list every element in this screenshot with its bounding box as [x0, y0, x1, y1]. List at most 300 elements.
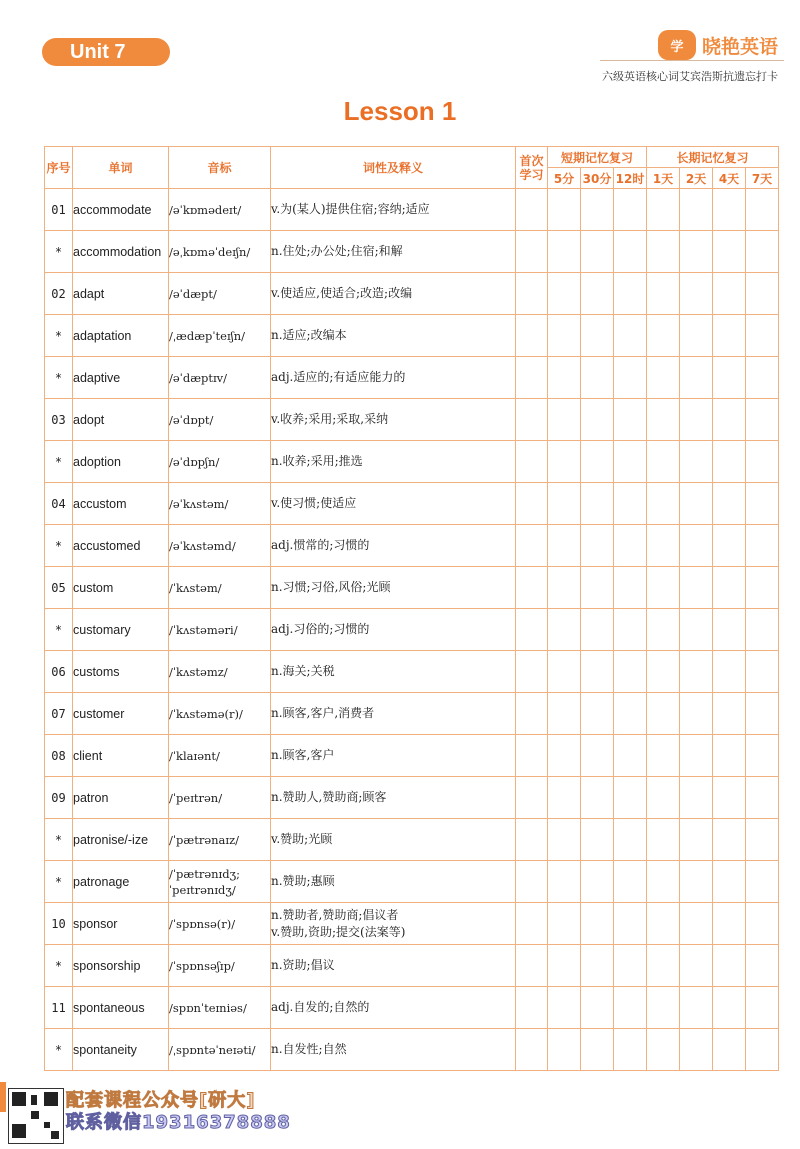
review-checkbox[interactable] [680, 525, 713, 567]
review-checkbox[interactable] [647, 609, 680, 651]
review-checkbox[interactable] [614, 441, 647, 483]
review-checkbox[interactable] [713, 945, 746, 987]
first-study-checkbox[interactable] [516, 861, 548, 903]
review-checkbox[interactable] [581, 987, 614, 1029]
review-checkbox[interactable] [746, 441, 779, 483]
promo-line-2: 联系微信19316378888 [66, 1112, 291, 1133]
header-long-term: 长期记忆复习 [647, 147, 779, 168]
ipa-cell: /əˈkʌstəm/ [169, 483, 271, 525]
row-number: * [45, 441, 73, 483]
review-checkbox[interactable] [680, 567, 713, 609]
table-row [45, 861, 779, 903]
review-checkbox[interactable] [581, 231, 614, 273]
word-cell: accommodation [73, 231, 169, 273]
meaning-cell: n.海关;关税 [271, 651, 516, 693]
review-checkbox[interactable] [746, 189, 779, 231]
table-row [45, 273, 779, 315]
review-checkbox[interactable] [647, 231, 680, 273]
review-checkbox[interactable] [548, 987, 581, 1029]
review-checkbox[interactable] [548, 483, 581, 525]
first-study-checkbox[interactable] [516, 1029, 548, 1071]
ipa-cell: /ˌædæpˈteɪʃn/ [169, 315, 271, 357]
review-checkbox[interactable] [581, 945, 614, 987]
review-checkbox[interactable] [680, 861, 713, 903]
ipa-cell: /əˈdɒpt/ [169, 399, 271, 441]
review-checkbox[interactable] [581, 273, 614, 315]
review-checkbox[interactable] [614, 987, 647, 1029]
review-checkbox[interactable] [713, 1029, 746, 1071]
review-checkbox[interactable] [614, 735, 647, 777]
review-checkbox[interactable] [746, 609, 779, 651]
review-checkbox[interactable] [581, 777, 614, 819]
review-checkbox[interactable] [614, 945, 647, 987]
row-number: 02 [45, 273, 73, 315]
ipa-cell: /əˈdæptɪv/ [169, 357, 271, 399]
first-study-checkbox[interactable] [516, 987, 548, 1029]
first-study-checkbox[interactable] [516, 567, 548, 609]
ipa-cell: /əˈdɒpʃn/ [169, 441, 271, 483]
meaning-cell: n.住处;办公处;住宿;和解 [271, 231, 516, 273]
table-row [45, 399, 779, 441]
row-number: 04 [45, 483, 73, 525]
review-checkbox[interactable] [581, 567, 614, 609]
meaning-cell: v.使适应,使适合;改造;改编 [271, 273, 516, 315]
review-checkbox[interactable] [548, 315, 581, 357]
review-checkbox[interactable] [548, 777, 581, 819]
review-checkbox[interactable] [713, 567, 746, 609]
review-checkbox[interactable] [548, 903, 581, 945]
review-checkbox[interactable] [713, 819, 746, 861]
review-checkbox[interactable] [680, 609, 713, 651]
review-checkbox[interactable] [548, 609, 581, 651]
table-row [45, 903, 779, 945]
review-checkbox[interactable] [746, 987, 779, 1029]
table-row [45, 1029, 779, 1071]
review-checkbox[interactable] [614, 399, 647, 441]
meaning-cell: n.顾客,客户,消费者 [271, 693, 516, 735]
review-checkbox[interactable] [614, 483, 647, 525]
ipa-cell: /əˈkʌstəmd/ [169, 525, 271, 567]
review-checkbox[interactable] [746, 567, 779, 609]
review-checkbox[interactable] [647, 399, 680, 441]
table-row [45, 777, 779, 819]
word-cell: customs [73, 651, 169, 693]
table-row [45, 189, 779, 231]
review-checkbox[interactable] [647, 273, 680, 315]
brand-subtitle: 六级英语核心词艾宾浩斯抗遗忘打卡 [602, 70, 778, 83]
review-checkbox[interactable] [548, 441, 581, 483]
row-number: 01 [45, 189, 73, 231]
row-number: 06 [45, 651, 73, 693]
review-checkbox[interactable] [614, 651, 647, 693]
review-checkbox[interactable] [680, 693, 713, 735]
meaning-cell: n.自发性;自然 [271, 1029, 516, 1071]
first-study-checkbox[interactable] [516, 357, 548, 399]
promo-text [66, 1090, 291, 1134]
review-checkbox[interactable] [746, 735, 779, 777]
word-cell: sponsor [73, 903, 169, 945]
first-study-checkbox[interactable] [516, 903, 548, 945]
meaning-cell: adj.习俗的;习惯的 [271, 609, 516, 651]
review-checkbox[interactable] [713, 315, 746, 357]
review-checkbox[interactable] [614, 567, 647, 609]
row-number: * [45, 609, 73, 651]
review-checkbox[interactable] [713, 735, 746, 777]
review-checkbox[interactable] [680, 903, 713, 945]
review-checkbox[interactable] [581, 735, 614, 777]
ipa-cell: /əˈdæpt/ [169, 273, 271, 315]
meaning-cell: v.使习惯;使适应 [271, 483, 516, 525]
ipa-cell: /ˈspɒnsəʃɪp/ [169, 945, 271, 987]
row-number: 11 [45, 987, 73, 1029]
review-checkbox[interactable] [680, 777, 713, 819]
review-checkbox[interactable] [680, 987, 713, 1029]
header-first-study: 首次学习 [516, 147, 548, 189]
review-checkbox[interactable] [647, 441, 680, 483]
review-checkbox[interactable] [713, 861, 746, 903]
ipa-cell: /ˈkʌstəməri/ [169, 609, 271, 651]
word-cell: adopt [73, 399, 169, 441]
word-cell: adoption [73, 441, 169, 483]
review-checkbox[interactable] [746, 777, 779, 819]
page-edge-strip [0, 1082, 6, 1112]
review-checkbox[interactable] [581, 441, 614, 483]
review-checkbox[interactable] [746, 693, 779, 735]
table-row [45, 693, 779, 735]
ipa-cell: /ˈpætrənɪdʒ; ˈpeɪtrənɪdʒ/ [169, 861, 271, 903]
header-interval: 1天 [647, 168, 680, 189]
ipa-cell: /ˈpeɪtrən/ [169, 777, 271, 819]
header-ipa: 音标 [169, 147, 271, 189]
word-cell: patronise/-ize [73, 819, 169, 861]
word-cell: adapt [73, 273, 169, 315]
word-cell: patronage [73, 861, 169, 903]
row-number: 05 [45, 567, 73, 609]
word-cell: spontaneity [73, 1029, 169, 1071]
review-checkbox[interactable] [746, 231, 779, 273]
header-interval: 2天 [680, 168, 713, 189]
review-checkbox[interactable] [548, 189, 581, 231]
review-checkbox[interactable] [614, 525, 647, 567]
table-row [45, 357, 779, 399]
review-checkbox[interactable] [746, 903, 779, 945]
word-cell: accommodate [73, 189, 169, 231]
review-checkbox[interactable] [746, 861, 779, 903]
first-study-checkbox[interactable] [516, 483, 548, 525]
review-checkbox[interactable] [548, 1029, 581, 1071]
first-study-checkbox[interactable] [516, 525, 548, 567]
review-checkbox[interactable] [680, 1029, 713, 1071]
review-checkbox[interactable] [680, 819, 713, 861]
row-number: * [45, 861, 73, 903]
table-row [45, 315, 779, 357]
review-checkbox[interactable] [713, 525, 746, 567]
review-checkbox[interactable] [548, 693, 581, 735]
review-checkbox[interactable] [614, 1029, 647, 1071]
review-checkbox[interactable] [746, 945, 779, 987]
lesson-title: Lesson 1 [343, 96, 457, 126]
review-checkbox[interactable] [680, 945, 713, 987]
ipa-cell: /ˌspɒntəˈneɪəti/ [169, 1029, 271, 1071]
table-row [45, 819, 779, 861]
header-interval: 5分 [548, 168, 581, 189]
review-checkbox[interactable] [614, 315, 647, 357]
review-checkbox[interactable] [680, 273, 713, 315]
review-checkbox[interactable] [746, 651, 779, 693]
table-row [45, 231, 779, 273]
table-row [45, 567, 779, 609]
review-checkbox[interactable] [746, 483, 779, 525]
meaning-cell: n.适应;改编本 [271, 315, 516, 357]
review-checkbox[interactable] [713, 483, 746, 525]
promo-line-1: 配套课程公众号[研大] [66, 1090, 256, 1111]
review-checkbox[interactable] [614, 693, 647, 735]
brand-logo-icon: 学 [658, 30, 696, 60]
header-interval: 12时 [614, 168, 647, 189]
review-checkbox[interactable] [614, 231, 647, 273]
first-study-checkbox[interactable] [516, 189, 548, 231]
meaning-cell: n.习惯;习俗,风俗;光顾 [271, 567, 516, 609]
review-checkbox[interactable] [680, 483, 713, 525]
first-study-checkbox[interactable] [516, 651, 548, 693]
table-row [45, 987, 779, 1029]
review-checkbox[interactable] [581, 483, 614, 525]
ipa-cell: /spɒnˈteɪniəs/ [169, 987, 271, 1029]
review-checkbox[interactable] [746, 1029, 779, 1071]
ipa-cell: /ˈspɒnsə(r)/ [169, 903, 271, 945]
brand-name: 晓艳英语 [701, 35, 778, 58]
meaning-cell: n.赞助;惠顾 [271, 861, 516, 903]
review-checkbox[interactable] [647, 735, 680, 777]
review-checkbox[interactable] [680, 441, 713, 483]
review-checkbox[interactable] [548, 735, 581, 777]
review-checkbox[interactable] [614, 903, 647, 945]
review-checkbox[interactable] [647, 903, 680, 945]
row-number: 07 [45, 693, 73, 735]
review-checkbox[interactable] [581, 861, 614, 903]
review-checkbox[interactable] [647, 777, 680, 819]
review-checkbox[interactable] [746, 357, 779, 399]
review-checkbox[interactable] [581, 903, 614, 945]
header-short-term: 短期记忆复习 [548, 147, 647, 168]
meaning-cell: n.赞助者,赞助商;倡议者 v.赞助,资助;提交(法案等) [271, 903, 516, 945]
review-checkbox[interactable] [581, 609, 614, 651]
review-checkbox[interactable] [746, 819, 779, 861]
review-checkbox[interactable] [581, 189, 614, 231]
review-checkbox[interactable] [548, 273, 581, 315]
first-study-checkbox[interactable] [516, 735, 548, 777]
header-interval: 7天 [746, 168, 779, 189]
header-interval: 30分 [581, 168, 614, 189]
header-divider [600, 60, 784, 61]
review-checkbox[interactable] [647, 819, 680, 861]
row-number: * [45, 231, 73, 273]
ipa-cell: /əˌkɒməˈdeɪʃn/ [169, 231, 271, 273]
review-checkbox[interactable] [614, 357, 647, 399]
first-study-checkbox[interactable] [516, 609, 548, 651]
first-study-checkbox[interactable] [516, 231, 548, 273]
review-checkbox[interactable] [647, 651, 680, 693]
review-checkbox[interactable] [713, 273, 746, 315]
review-checkbox[interactable] [614, 609, 647, 651]
row-number: 08 [45, 735, 73, 777]
review-checkbox[interactable] [713, 357, 746, 399]
word-cell: accustom [73, 483, 169, 525]
review-checkbox[interactable] [581, 315, 614, 357]
meaning-cell: v.为(某人)提供住宿;容纳;适应 [271, 189, 516, 231]
vocab-table [44, 146, 779, 1071]
table-row [45, 483, 779, 525]
review-checkbox[interactable] [680, 231, 713, 273]
ipa-cell: /ˈpætrənaɪz/ [169, 819, 271, 861]
review-checkbox[interactable] [647, 1029, 680, 1071]
review-checkbox[interactable] [647, 357, 680, 399]
word-cell: adaptive [73, 357, 169, 399]
row-number: 03 [45, 399, 73, 441]
review-checkbox[interactable] [746, 399, 779, 441]
first-study-checkbox[interactable] [516, 399, 548, 441]
word-cell: sponsorship [73, 945, 169, 987]
review-checkbox[interactable] [581, 1029, 614, 1071]
word-cell: adaptation [73, 315, 169, 357]
meaning-cell: adj.自发的;自然的 [271, 987, 516, 1029]
review-checkbox[interactable] [680, 189, 713, 231]
first-study-checkbox[interactable] [516, 777, 548, 819]
review-checkbox[interactable] [647, 483, 680, 525]
review-checkbox[interactable] [680, 735, 713, 777]
review-checkbox[interactable] [581, 651, 614, 693]
unit-label: Unit 7 [42, 38, 170, 66]
word-cell: patron [73, 777, 169, 819]
review-checkbox[interactable] [614, 777, 647, 819]
review-checkbox[interactable] [548, 231, 581, 273]
review-checkbox[interactable] [647, 315, 680, 357]
ipa-cell: /ˈkʌstəmz/ [169, 651, 271, 693]
review-checkbox[interactable] [713, 399, 746, 441]
row-number: * [45, 819, 73, 861]
table-row [45, 525, 779, 567]
header-meaning: 词性及释义 [271, 147, 516, 189]
first-study-checkbox[interactable] [516, 273, 548, 315]
review-checkbox[interactable] [647, 861, 680, 903]
table-row [45, 441, 779, 483]
review-checkbox[interactable] [548, 819, 581, 861]
review-checkbox[interactable] [647, 945, 680, 987]
table-row [45, 609, 779, 651]
meaning-cell: v.收养;采用;采取,采纳 [271, 399, 516, 441]
review-checkbox[interactable] [647, 567, 680, 609]
review-checkbox[interactable] [647, 525, 680, 567]
review-checkbox[interactable] [746, 525, 779, 567]
review-checkbox[interactable] [548, 861, 581, 903]
review-checkbox[interactable] [548, 945, 581, 987]
review-checkbox[interactable] [713, 777, 746, 819]
row-number: * [45, 1029, 73, 1071]
review-checkbox[interactable] [647, 189, 680, 231]
review-checkbox[interactable] [680, 651, 713, 693]
review-checkbox[interactable] [647, 987, 680, 1029]
row-number: 10 [45, 903, 73, 945]
review-checkbox[interactable] [614, 819, 647, 861]
review-checkbox[interactable] [614, 273, 647, 315]
word-cell: spontaneous [73, 987, 169, 1029]
review-checkbox[interactable] [548, 525, 581, 567]
ipa-cell: /ˈkʌstəm/ [169, 567, 271, 609]
review-checkbox[interactable] [548, 567, 581, 609]
qr-code-icon [8, 1088, 64, 1144]
review-checkbox[interactable] [548, 651, 581, 693]
word-cell: custom [73, 567, 169, 609]
row-number: * [45, 945, 73, 987]
review-checkbox[interactable] [680, 315, 713, 357]
word-cell: client [73, 735, 169, 777]
header-word: 单词 [73, 147, 169, 189]
meaning-cell: adj.适应的;有适应能力的 [271, 357, 516, 399]
review-checkbox[interactable] [713, 189, 746, 231]
review-checkbox[interactable] [746, 273, 779, 315]
table-row [45, 945, 779, 987]
first-study-checkbox[interactable] [516, 441, 548, 483]
review-checkbox[interactable] [614, 861, 647, 903]
review-checkbox[interactable] [548, 399, 581, 441]
table-row [45, 651, 779, 693]
row-number: * [45, 525, 73, 567]
first-study-checkbox[interactable] [516, 819, 548, 861]
review-checkbox[interactable] [680, 399, 713, 441]
ipa-cell: /ˈklaɪənt/ [169, 735, 271, 777]
review-checkbox[interactable] [581, 525, 614, 567]
meaning-cell: n.赞助人,赞助商;顾客 [271, 777, 516, 819]
meaning-cell: v.赞助;光顾 [271, 819, 516, 861]
review-checkbox[interactable] [581, 357, 614, 399]
review-checkbox[interactable] [713, 987, 746, 1029]
review-checkbox[interactable] [680, 357, 713, 399]
review-checkbox[interactable] [713, 441, 746, 483]
first-study-checkbox[interactable] [516, 945, 548, 987]
first-study-checkbox[interactable] [516, 693, 548, 735]
row-number: 09 [45, 777, 73, 819]
review-checkbox[interactable] [713, 231, 746, 273]
meaning-cell: n.收养;采用;推选 [271, 441, 516, 483]
meaning-cell: adj.惯常的;习惯的 [271, 525, 516, 567]
word-cell: customer [73, 693, 169, 735]
brand-block [602, 30, 778, 84]
meaning-cell: n.资助;倡议 [271, 945, 516, 987]
ipa-cell: /ˈkʌstəmə(r)/ [169, 693, 271, 735]
ipa-cell: /əˈkɒmədeɪt/ [169, 189, 271, 231]
word-cell: customary [73, 609, 169, 651]
review-checkbox[interactable] [548, 357, 581, 399]
review-checkbox[interactable] [581, 399, 614, 441]
first-study-checkbox[interactable] [516, 315, 548, 357]
header-no: 序号 [45, 147, 73, 189]
review-checkbox[interactable] [713, 693, 746, 735]
review-checkbox[interactable] [581, 693, 614, 735]
table-row [45, 735, 779, 777]
review-checkbox[interactable] [581, 819, 614, 861]
header-interval: 4天 [713, 168, 746, 189]
review-checkbox[interactable] [647, 693, 680, 735]
row-number: * [45, 357, 73, 399]
review-checkbox[interactable] [713, 651, 746, 693]
meaning-cell: n.顾客,客户 [271, 735, 516, 777]
review-checkbox[interactable] [614, 189, 647, 231]
row-number: * [45, 315, 73, 357]
word-cell: accustomed [73, 525, 169, 567]
review-checkbox[interactable] [713, 609, 746, 651]
review-checkbox[interactable] [746, 315, 779, 357]
review-checkbox[interactable] [713, 903, 746, 945]
